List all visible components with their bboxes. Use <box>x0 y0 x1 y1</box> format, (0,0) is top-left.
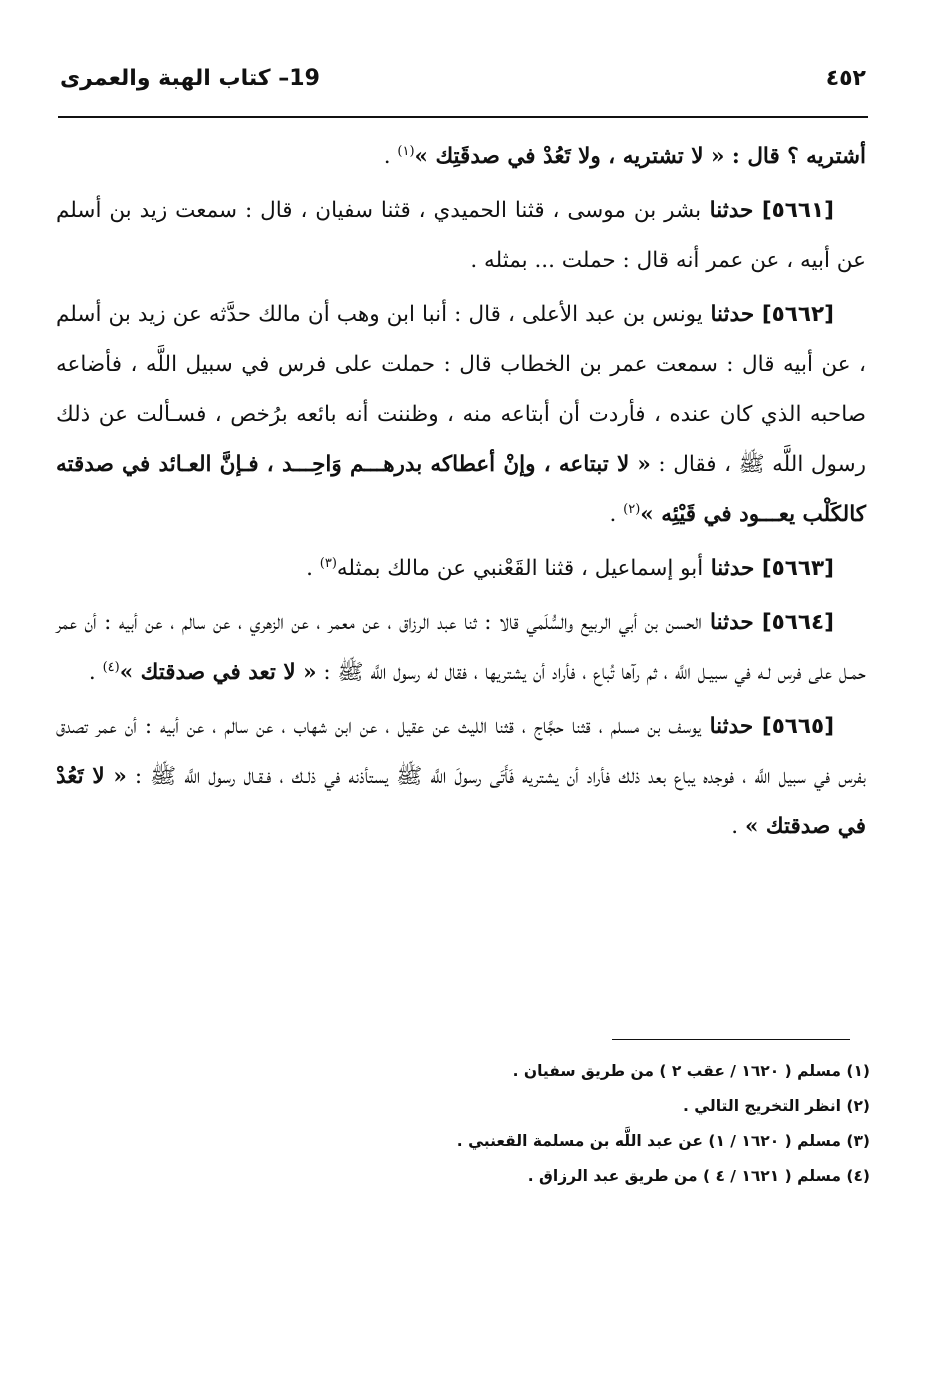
hadith-5662 <box>56 290 866 540</box>
chapter-title: 19– كتاب الهبة والعمرى <box>60 66 320 91</box>
footnote-ref: (٣) <box>319 555 337 571</box>
footnote-2: (٢) انظر التخريج التالي . <box>682 1097 870 1115</box>
paragraph-end: . <box>88 660 103 685</box>
footnote-ref: (٢) <box>623 501 641 517</box>
hadith-lead: حدثنا <box>701 198 762 223</box>
page-header <box>60 60 866 106</box>
hadith-text: بشر بن موسى ، قثنا الحميدي ، قثنا سفيان ، قال : سمعت زيد بن أسلم عن أبيه ، عن عمر أنه قال : حملت ... بمثله . <box>56 198 866 273</box>
hadith-quote: « لا تَعُدْ في صدقتك » <box>56 764 866 839</box>
header-rule <box>58 116 868 118</box>
hadith-5665 <box>56 702 866 852</box>
hadith-text: الحسن بن أبي الربيع والسُّلَمي قالا : ثنا عبد الرزاق ، عن معمر ، عن الزهري ، عن سالم ، عن أبيه : أن عمر حمـل على فرس لـه في سبيـل اللَّه ، ثم رآها تُباع ، فأراد أن يشتريها ، فقال له رسول اللَّه ﷺ : <box>56 610 866 685</box>
hadith-number: [٥٦٦٥] <box>761 714 835 739</box>
main-text <box>56 132 866 856</box>
footnote-3: (٣) مسلم ( ١٦٢٠ / ١) عن عبد اللَّه بن مسلمة القعنبي . <box>456 1132 870 1150</box>
paragraph-end: . <box>306 556 320 581</box>
hadith-lead: حدثنا <box>703 556 762 581</box>
hadith-number: [٥٦٦٣] <box>761 556 834 581</box>
hadith-5664 <box>56 598 866 698</box>
footnotes <box>170 1054 870 1194</box>
hadith-text: يونس بن عبد الأعلى ، قال : أنبا ابن وهب أن مالك حدَّثه عن زيد بن أسلم ، عن أبيه قال : سمعت عمر بن الخطاب قال : حملت على فرس في سبيل اللَّه ، فأضاعه صاحبه الذي كان عنده ، فأردت أن أبتاعه منه ، وظننت أنه بائعه برُخص ، فسـألت عن ذلك رسول اللَّه ﷺ ، فقال : <box>56 302 866 477</box>
footnote-ref: (٤) <box>102 659 120 675</box>
hadith-text: أبو إسماعيل ، قثنا القَعْنبي عن مالك بمثله <box>336 556 704 581</box>
hadith-lead: حدثنا <box>702 302 762 327</box>
paragraph-end: . <box>609 502 624 527</box>
paragraph-end: . <box>383 144 398 169</box>
footnote-1: (١) مسلم ( ١٦٢٠ / عقب ٢ ) من طريق سفيان . <box>512 1062 870 1080</box>
hadith-number: [٥٦٦١] <box>761 198 834 223</box>
hadith-number: [٥٦٦٢] <box>761 302 834 327</box>
hadith-lead: حدثنا <box>700 714 762 739</box>
hadith-5661 <box>56 186 866 286</box>
hadith-lead: حدثنا <box>701 610 762 635</box>
footnote-4: (٤) مسلم ( ١٦٢١ / ٤ ) من طريق عبد الرزاق . <box>527 1167 870 1185</box>
footnote-ref: (١) <box>397 143 415 159</box>
paragraph-text: أشتريه ؟ قال : « لا تشتريه ، ولا تَعُدْ في صدقَتِك » <box>414 144 866 169</box>
hadith-text: يوسف بن مسلم ، قثنا حجَّاج ، قثنا الليث عن عقيل ، عن ابن شهاب ، عن سالم ، عن أبيه : أن عمر تصدق بفرس في سبيل اللَّه ، فوجده يباع بعد ذلك فأراد أن يشتريه فَأَتَى رسولَ اللَّه ﷺ يستأذنه في ذلـك ، فـقـال رسول اللَّه ﷺ : <box>56 714 867 789</box>
footnote-rule <box>612 1039 850 1040</box>
paragraph-continuation <box>56 132 866 182</box>
paragraph-end: . <box>731 814 745 839</box>
hadith-number: [٥٦٦٤] <box>761 610 834 635</box>
page-number: ٤٥٢ <box>825 66 866 91</box>
hadith-quote: « لا تبتاعه ، وإنْ أعطاكه بدرهـــم وَاحِـــد ، فـإنَّ العـائد في صدقته كالكَلْب يعـــود في قَيْئِه » <box>56 452 866 527</box>
hadith-quote: « لا تعد في صدقتك » <box>119 660 317 685</box>
hadith-5663 <box>56 544 866 594</box>
